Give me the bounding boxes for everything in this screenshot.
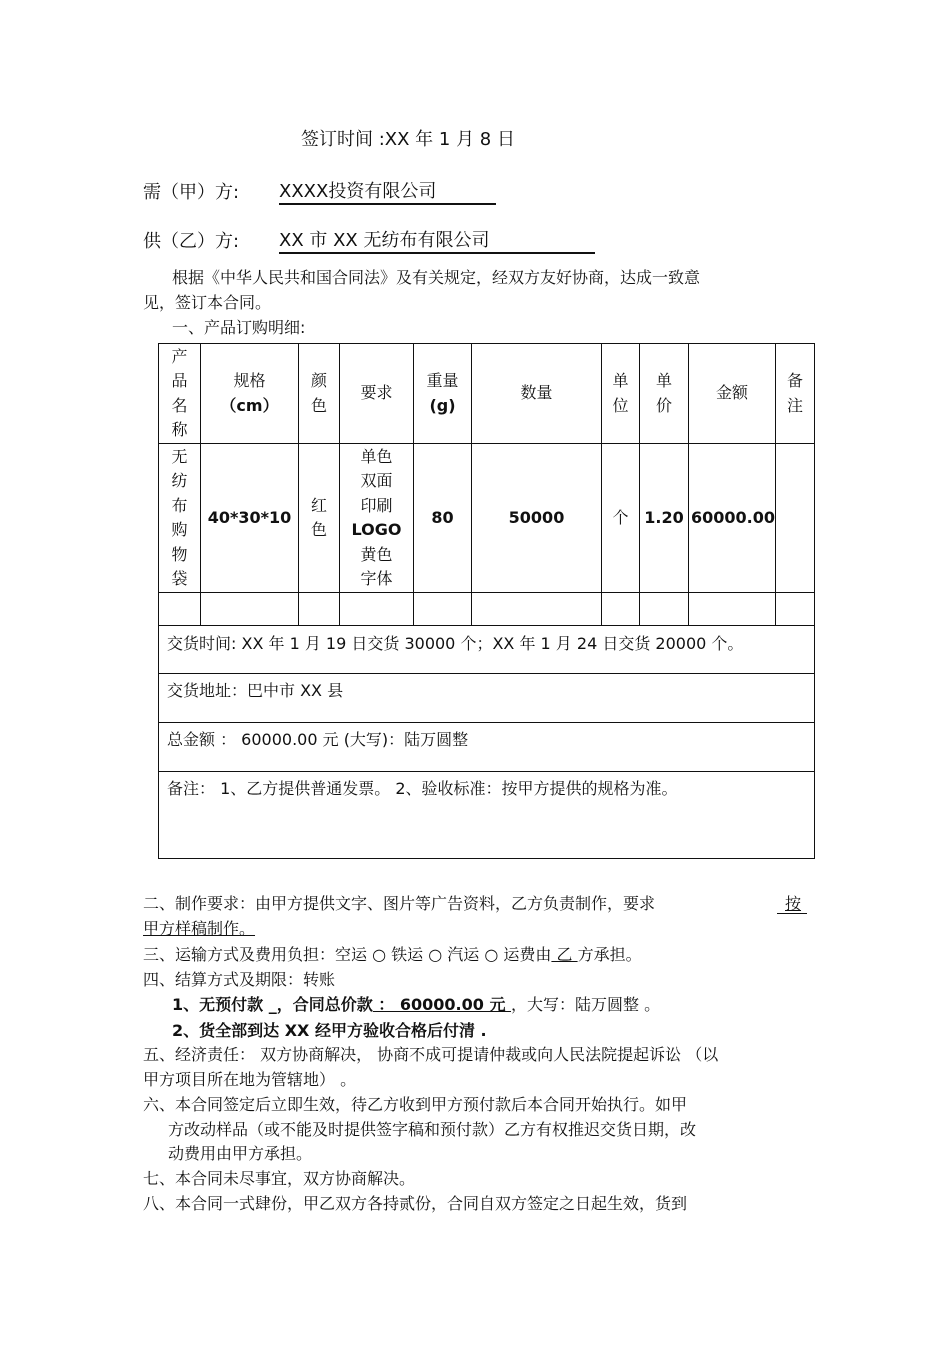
header-note: 备 注 xyxy=(776,344,815,444)
clause-2-underline xyxy=(777,913,807,914)
header-product-name: 产 品 名 称 xyxy=(159,344,201,444)
sign-date: 签订时间 :XX 年 1 月 8 日 xyxy=(301,129,515,150)
cell-amount: 60000.00 xyxy=(689,444,776,593)
product-order-table xyxy=(158,343,815,859)
clause-2-line-2: 甲方样稿制作。 xyxy=(143,919,256,938)
clause-4-1-text: 1、无预付款 _，合同总价款 xyxy=(172,995,373,1014)
clause-4-2: 2、货全部到达 XX 经甲方验收合格后付清 . xyxy=(172,1021,487,1040)
cell-quantity: 50000 xyxy=(472,444,602,593)
cell-unit: 个 xyxy=(602,444,640,593)
header-requirement: 要求 xyxy=(340,344,414,444)
clause-4: 四、结算方式及期限：转账 xyxy=(143,970,336,989)
header-color: 颜 色 xyxy=(299,344,340,444)
section-1-title: 一、产品订购明细: xyxy=(172,318,306,337)
cell-spec: 40*30*10 xyxy=(201,444,299,593)
clause-6-line-2: 方改动样品（或不能及时提供签字稿和预付款）乙方有权推迟交货日期，改 xyxy=(168,1120,697,1139)
clause-6-line-3: 动费用由甲方承担。 xyxy=(168,1144,313,1163)
clause-2-main: 二、制作要求：由甲方提供文字、图片等广告资料，乙方负责制作，要求 xyxy=(143,894,656,913)
table-header-row xyxy=(159,344,815,444)
cell-color: 红 色 xyxy=(299,444,340,593)
header-weight: 重量 (g) xyxy=(414,344,472,444)
remarks: 备注： 1、乙方提供普通发票。 2、验收标准：按甲方提供的规格为准。 xyxy=(159,772,815,859)
table-row-empty xyxy=(159,593,815,626)
clause-3-party: 乙 xyxy=(551,945,578,964)
clause-7: 七、本合同未尽事宜，双方协商解决。 xyxy=(143,1169,416,1188)
cell-product-name: 无 纺 布 购 物 袋 xyxy=(159,444,201,593)
clause-2-tail: 按 xyxy=(785,894,802,913)
clause-4-1-text-end: ，大写：陆万圆整 。 xyxy=(511,995,661,1014)
clause-4-1-amount: ： 60000.00 元 xyxy=(372,995,512,1014)
clause-5-line-2: 甲方项目所在地为管辖地） 。 xyxy=(143,1070,357,1089)
header-unit: 单 位 xyxy=(602,344,640,444)
clause-4-1 xyxy=(172,995,660,1015)
party-b-underline xyxy=(279,252,595,254)
party-b-label: 供（乙）方: xyxy=(143,231,240,252)
intro-line-1: 根据《中华人民共和国合同法》及有关规定，经双方友好协商，达成一致意 xyxy=(172,268,701,287)
header-spec: 规格 （cm） xyxy=(201,344,299,444)
party-b-name: XX 市 XX 无纺布有限公司 xyxy=(279,230,490,251)
total-amount: 总金额 ： 60000.00 元 (大写)：陆万圆整 xyxy=(159,723,815,772)
header-quantity: 数量 xyxy=(472,344,602,444)
header-amount: 金额 xyxy=(689,344,776,444)
cell-unit-price: 1.20 xyxy=(640,444,689,593)
delivery-address: 交货地址：巴中市 XX 县 xyxy=(159,674,815,723)
clause-6-line-1: 六、本合同签定后立即生效，待乙方收到甲方预付款后本合同开始执行。如甲 xyxy=(143,1095,688,1114)
table-row xyxy=(159,444,815,593)
cell-requirement: 单色 双面 印刷 LOGO 黄色 字体 xyxy=(340,444,414,593)
clause-3-text-end: 方承担。 xyxy=(577,945,642,964)
party-a-label: 需（甲）方: xyxy=(143,182,240,203)
header-unit-price: 单 价 xyxy=(640,344,689,444)
intro-line-2: 见，签订本合同。 xyxy=(143,293,272,312)
clause-3-text: 三、运输方式及费用负担：空运 ○ 铁运 ○ 汽运 ○ 运费由 xyxy=(143,945,552,964)
clause-5-line-1: 五、经济责任： 双方协商解决， 协商不成可提请仲裁或向人民法院提起诉讼 （以 xyxy=(143,1045,719,1064)
delivery-time: 交货时间: XX 年 1 月 19 日交货 30000 个；XX 年 1 月 24 日交货 20000 个。 xyxy=(159,626,815,674)
cell-note xyxy=(776,444,815,593)
party-a-underline xyxy=(279,203,496,205)
clause-3-transport xyxy=(143,945,642,965)
clause-8: 八、本合同一式肆份，甲乙双方各持贰份，合同自双方签定之日起生效，货到 xyxy=(143,1194,688,1213)
cell-weight: 80 xyxy=(414,444,472,593)
party-a-name: XXXX投资有限公司 xyxy=(279,181,437,202)
